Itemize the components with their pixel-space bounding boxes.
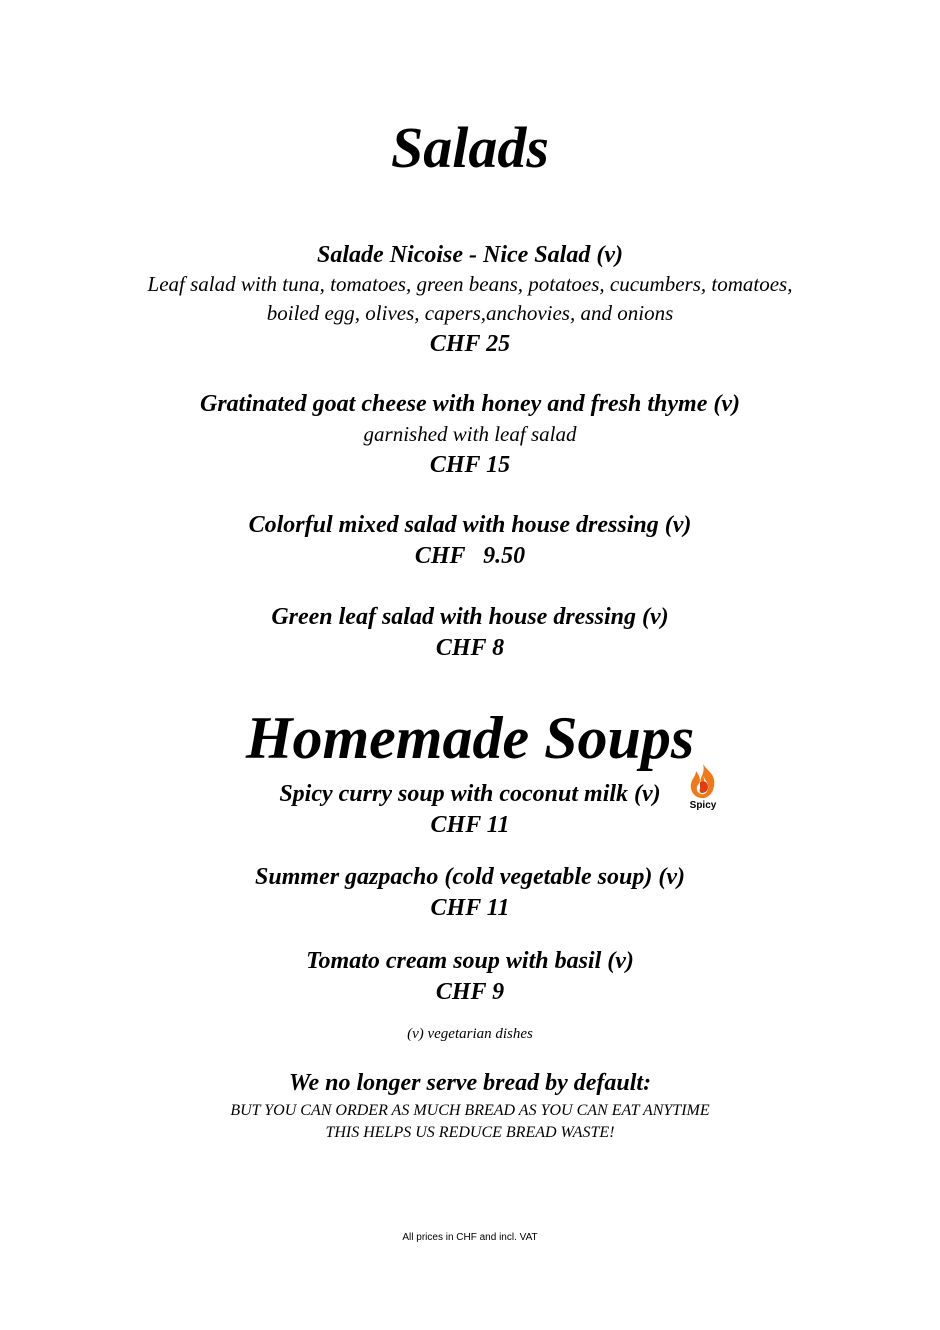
salads-title: Salads — [391, 115, 549, 180]
menu-item-name: Colorful mixed salad with house dressing (v) — [248, 512, 692, 538]
bread-notice-line: BUT YOU CAN ORDER AS MUCH BREAD AS YOU CAN EAT ANYTIME — [230, 1102, 710, 1119]
menu-item-description: boiled egg, olives, capers,anchovies, and onions — [266, 301, 674, 325]
bread-notice-title: We no longer serve bread by default: — [288, 1070, 652, 1096]
menu-item-price: CHF 11 — [430, 812, 510, 838]
spicy-badge — [678, 760, 738, 822]
menu-item-price: CHF 25 — [429, 331, 511, 357]
menu-item-description: Leaf salad with tuna, tomatoes, green beans, potatoes, cucumbers, tomatoes, — [147, 272, 793, 296]
menu-item-price: CHF 11 — [430, 895, 510, 921]
menu-item-name: Summer gazpacho (cold vegetable soup) (v) — [255, 864, 685, 890]
menu-item-price: CHF 9 — [435, 979, 505, 1005]
bread-notice-line: THIS HELPS US REDUCE BREAD WASTE! — [325, 1124, 615, 1141]
menu-item-name: Tomato cream soup with basil (v) — [306, 948, 634, 974]
menu-item-description: garnished with leaf salad — [363, 422, 577, 446]
menu-item-name: Gratinated goat cheese with honey and fresh thyme (v) — [200, 391, 740, 417]
menu-item-price: CHF 8 — [435, 635, 505, 661]
spicy-label: Spicy — [689, 800, 717, 811]
flame-icon — [678, 760, 728, 802]
menu-item-price: CHF 9.50 — [414, 543, 526, 569]
soups-title: Homemade Soups — [245, 705, 695, 771]
menu-item-name: Salade Nicoise - Nice Salad (v) — [317, 242, 623, 268]
menu-item-name: Green leaf salad with house dressing (v) — [271, 604, 669, 630]
price-footer: All prices in CHF and incl. VAT — [402, 1232, 538, 1243]
vegetarian-legend: (v) vegetarian dishes — [407, 1026, 533, 1042]
menu-item-name: Spicy curry soup with coconut milk (v) — [279, 781, 661, 807]
menu-item-price: CHF 15 — [429, 452, 511, 478]
